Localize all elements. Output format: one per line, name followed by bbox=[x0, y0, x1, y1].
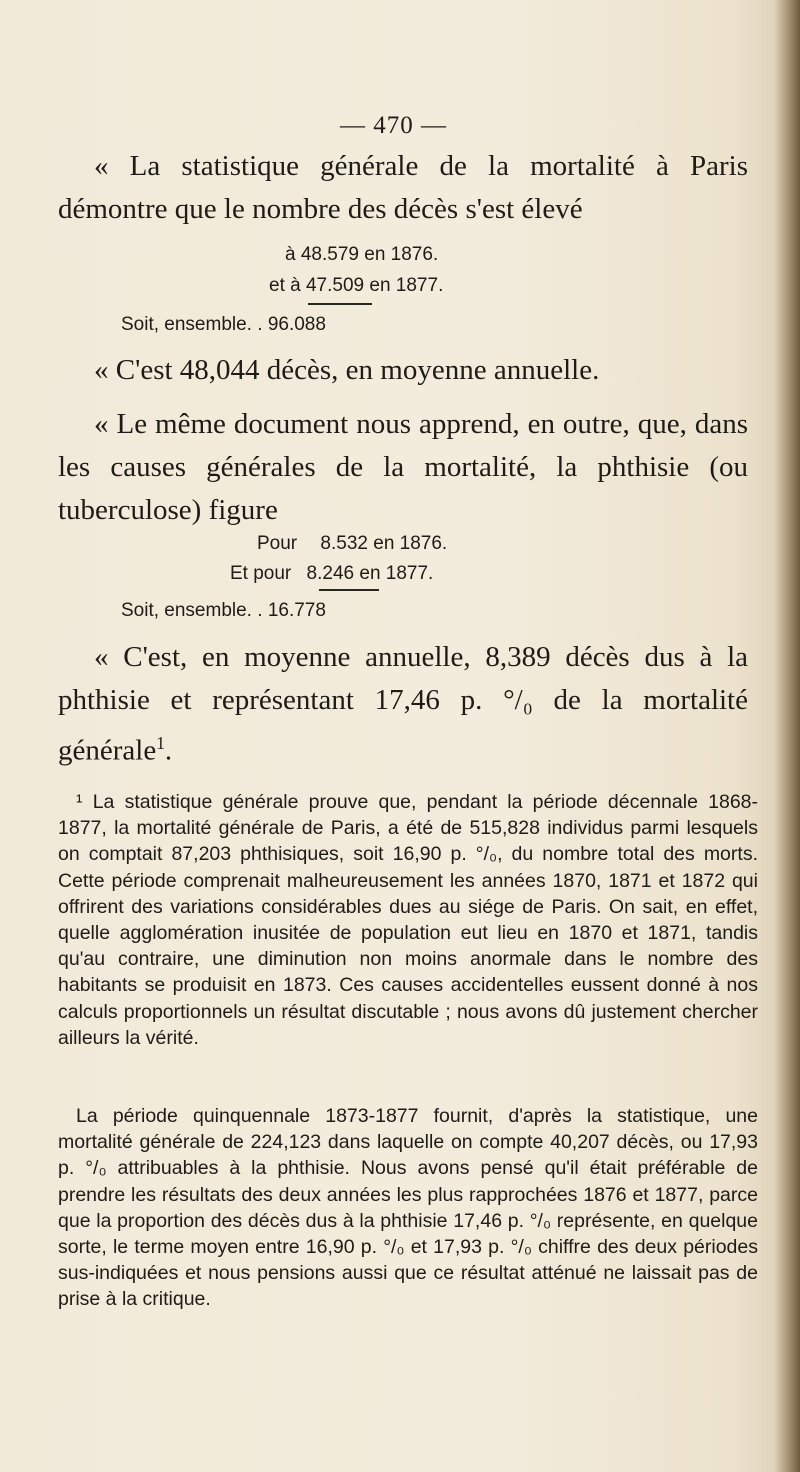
table2-row2 bbox=[230, 563, 433, 585]
table2-row1-year: en 1876. bbox=[373, 533, 448, 554]
table2-row1-value: 8.532 bbox=[320, 533, 368, 554]
table1-row2-value: 47.509 bbox=[305, 275, 365, 296]
table1-row1-prefix: à bbox=[285, 244, 296, 265]
page-edge-shadow bbox=[774, 0, 800, 1472]
table1-total-label: Soit, ensemble. . bbox=[121, 314, 263, 335]
table1-row1 bbox=[285, 244, 438, 266]
table1-sum-rule bbox=[308, 303, 372, 305]
paragraph-mortality-intro: « La statistique générale de la mortalité à Paris démontre que le nombre des décès s'est élevé bbox=[58, 150, 748, 225]
paragraph-annual-average: « C'est 48,044 décès, en moyenne annuelle. bbox=[94, 354, 600, 386]
paragraph-phthisis-intro: « Le même document nous apprend, en outre, que, dans les causes générales de la mortalité, la phthisie (ou tuberculose) figure bbox=[58, 408, 748, 526]
page-number: — 470 — bbox=[340, 112, 447, 139]
table2-row2-label: Et pour bbox=[230, 563, 292, 584]
paragraph-phthisis-average-end: . bbox=[164, 734, 173, 767]
table1-row2 bbox=[269, 275, 443, 297]
footnote-first-paragraph: ¹ La statistique générale prouve que, pendant la période décennale 1868-1877, la mortalité générale de Paris, a été de 515,828 individus parmi lesquels on comptait 87,203 phthisiques, soit 16,90 p. °/₀, du nombre total des morts. Cette période comprenait malheureusement les années 1870, 1871 et 1872 qui offrirent des variations considérables dues au siége de Paris. On sait, en effet, quelle agglomération inusitée de population eut lieu en 1870 et 1871, tandis qu'au contraire, une diminution non moins anormale dans le nombre des habitants se produisit en 1873. Ces causes accidentelles eussent donné à nos calculs proportionnels un résultat discutable ; nous avons dû justement chercher ailleurs la vérité. bbox=[58, 791, 758, 1049]
footnote-reference: 1 bbox=[156, 733, 165, 753]
table1-row1-year: en 1876. bbox=[364, 244, 439, 265]
table2-row2-year: en 1877. bbox=[359, 563, 434, 584]
table1-row1-value: 48.579 bbox=[300, 244, 359, 265]
table2-total-row bbox=[121, 600, 326, 622]
table2-row1-label: Pour bbox=[257, 533, 298, 554]
table2-row2-value: 8.246 bbox=[306, 563, 355, 584]
table1-row2-prefix: et à bbox=[269, 275, 301, 296]
paragraph-phthisis-average bbox=[58, 636, 748, 773]
paragraph-phthisis-average-text: « C'est, en moyenne annuelle, 8,389 décès dus à la phthisie et représentant 17,46 p. °/₀ de la mortalité générale bbox=[58, 641, 748, 767]
table2-total-label: Soit, ensemble. . bbox=[121, 600, 263, 621]
table1-total-row bbox=[121, 314, 326, 336]
table2-total-value: 16.778 bbox=[267, 600, 326, 621]
table1-row2-year: en 1877. bbox=[369, 275, 444, 296]
table1-total-value: 96.088 bbox=[267, 314, 326, 335]
footnote-second-paragraph: La période quinquennale 1873-1877 fournit, d'après la statistique, une mortalité générale de 224,123 dans laquelle on compte 40,207 décès, ou 17,93 p. °/₀ attribuables à la phthisie. Nous avons pensé qu'il était préférable de prendre les résultats des deux années les plus rapprochées 1876 et 1877, parce que la proportion des décès dus à la phthisie 17,46 p. °/₀ représente, en quelque sorte, le terme moyen entre 16,90 p. °/₀ et 17,93 p. °/₀ chiffre des deux périodes sus-indiquées et nous pensions aussi que ce résultat atténué ne laissait pas de prise à la critique. bbox=[58, 1105, 758, 1311]
table2-row1 bbox=[257, 533, 447, 555]
table2-sum-rule bbox=[319, 589, 379, 591]
